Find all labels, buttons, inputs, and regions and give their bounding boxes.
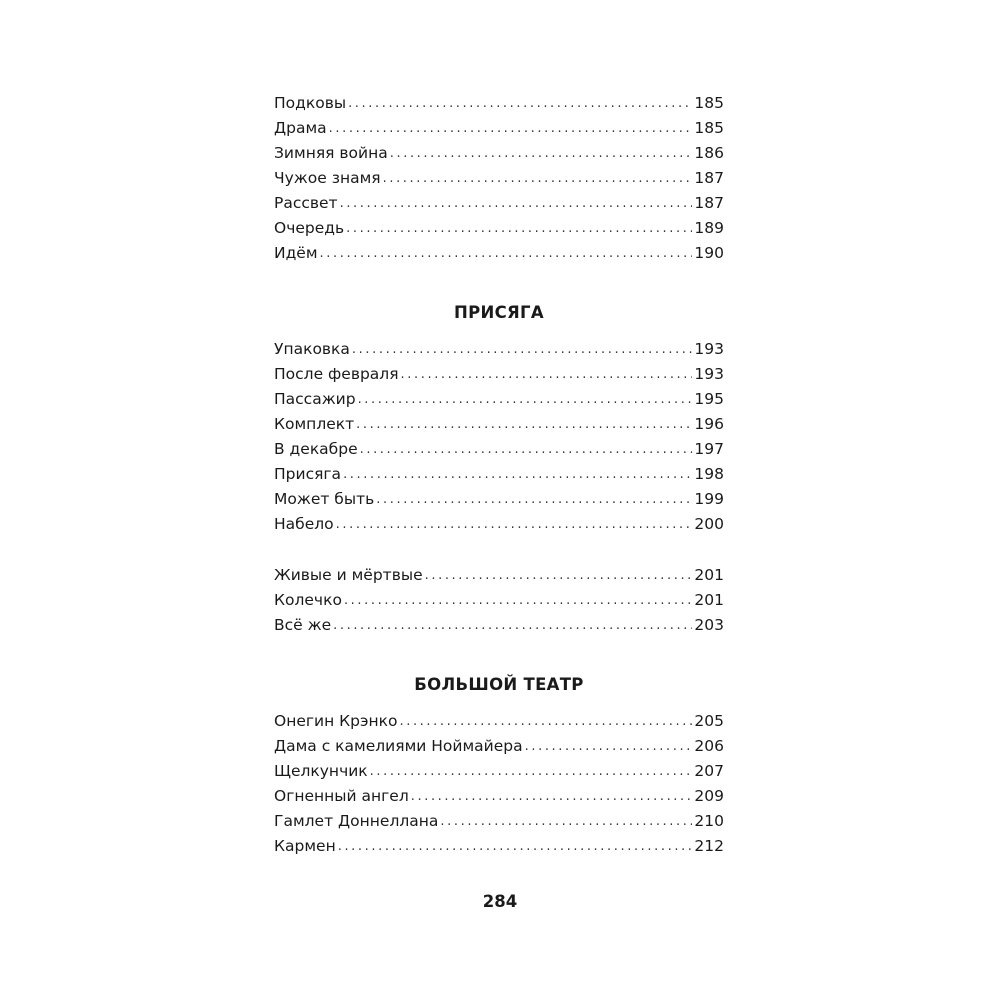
toc-entry [274,116,724,141]
toc-entry-page: 193 [694,340,724,358]
toc-entry-title: Рассвет [274,194,338,212]
toc-leader-dots [411,784,693,809]
toc-entry-page: 206 [694,737,724,755]
toc-entry-title: Дама с камелиями Ноймайера [274,737,523,755]
toc-entry-title: Зимняя война [274,144,388,162]
toc-leader-dots [390,141,693,166]
toc-entry [274,563,724,588]
toc-entry [274,809,724,834]
toc-entry-title: После февраля [274,365,399,383]
toc-entry-page: 187 [694,194,724,212]
toc-entry-title: Колечко [274,591,342,609]
toc-entry [274,387,724,412]
toc-group-3 [274,563,724,638]
toc-leader-dots [370,759,693,784]
toc-entry-page: 185 [694,94,724,112]
section-heading-bolshoy-teatr: БОЛЬШОЙ ТЕАТР [414,675,584,694]
toc-entry [274,613,724,638]
toc-entry-page: 203 [694,616,724,634]
toc-entry-page: 185 [694,119,724,137]
toc-entry-page: 190 [694,244,724,262]
toc-group-1 [274,91,724,266]
toc-entry-page: 209 [694,787,724,805]
toc-entry-page: 186 [694,144,724,162]
toc-entry [274,216,724,241]
toc-leader-dots [352,337,692,362]
toc-leader-dots [344,588,692,613]
toc-leader-dots [399,709,692,734]
toc-entry [274,462,724,487]
toc-leader-dots [348,91,692,116]
toc-leader-dots [333,613,692,638]
toc-entry-title: Гамлет Доннеллана [274,812,439,830]
toc-entry-title: Присяга [274,465,342,483]
toc-leader-dots [338,834,693,859]
toc-entry-page: 198 [694,465,724,483]
toc-entry-page: 207 [694,762,724,780]
toc-entry-title: Упаковка [274,340,350,358]
toc-entry [274,241,724,266]
toc-entry [274,834,724,859]
toc-entry [274,487,724,512]
toc-group-2 [274,337,724,537]
section-heading-prisyaga: ПРИСЯГА [454,303,544,322]
toc-leader-dots [425,563,693,588]
toc-entry-title: Огненный ангел [274,787,409,805]
toc-entry-page: 201 [694,566,724,584]
toc-entry-page: 197 [694,440,724,458]
toc-entry-page: 189 [694,219,724,237]
toc-entry [274,337,724,362]
toc-entry [274,166,724,191]
toc-entry [274,141,724,166]
toc-entry [274,709,724,734]
toc-entry-page: 193 [694,365,724,383]
toc-entry-title: Чужое знамя [274,169,381,187]
toc-entry-page: 201 [694,591,724,609]
toc-leader-dots [329,116,693,141]
toc-entry-title: Может быть [274,490,375,508]
toc-entry-title: Идём [274,244,318,262]
page-number: 284 [482,892,518,911]
toc-leader-dots [383,166,693,191]
toc-entry-title: Пассажир [274,390,356,408]
toc-entry [274,588,724,613]
toc-entry-title: Комплект [274,415,355,433]
toc-entry-title: Щелкунчик [274,762,368,780]
toc-entry-page: 199 [694,490,724,508]
toc-entry-title: Очередь [274,219,345,237]
toc-entry [274,734,724,759]
toc-leader-dots [360,437,693,462]
toc-entry-title: В декабре [274,440,358,458]
toc-entry-title: Онегин Крэнко [274,712,398,730]
toc-leader-dots [320,241,693,266]
toc-entry [274,91,724,116]
toc-entry-page: 196 [694,415,724,433]
toc-entry [274,412,724,437]
toc-entry-page: 210 [694,812,724,830]
toc-entry [274,437,724,462]
toc-leader-dots [525,734,693,759]
toc-entry-title: Всё же [274,616,332,634]
toc-leader-dots [343,462,692,487]
toc-leader-dots [376,487,692,512]
toc-leader-dots [401,362,693,387]
toc-entry-title: Набело [274,515,334,533]
toc-entry-title: Подковы [274,94,347,112]
toc-leader-dots [356,412,692,437]
toc-entry [274,759,724,784]
toc-group-4 [274,709,724,859]
toc-leader-dots [440,809,692,834]
toc-leader-dots [336,512,693,537]
toc-entry-page: 200 [694,515,724,533]
toc-entry [274,784,724,809]
toc-entry-title: Кармен [274,837,336,855]
toc-entry [274,362,724,387]
toc-entry-page: 212 [694,837,724,855]
toc-leader-dots [346,216,692,241]
toc-leader-dots [358,387,693,412]
toc-entry [274,512,724,537]
toc-entry-title: Драма [274,119,327,137]
toc-entry-page: 205 [694,712,724,730]
toc-entry-page: 195 [694,390,724,408]
toc-entry-page: 187 [694,169,724,187]
toc-entry [274,191,724,216]
toc-entry-title: Живые и мёртвые [274,566,423,584]
toc-leader-dots [340,191,693,216]
